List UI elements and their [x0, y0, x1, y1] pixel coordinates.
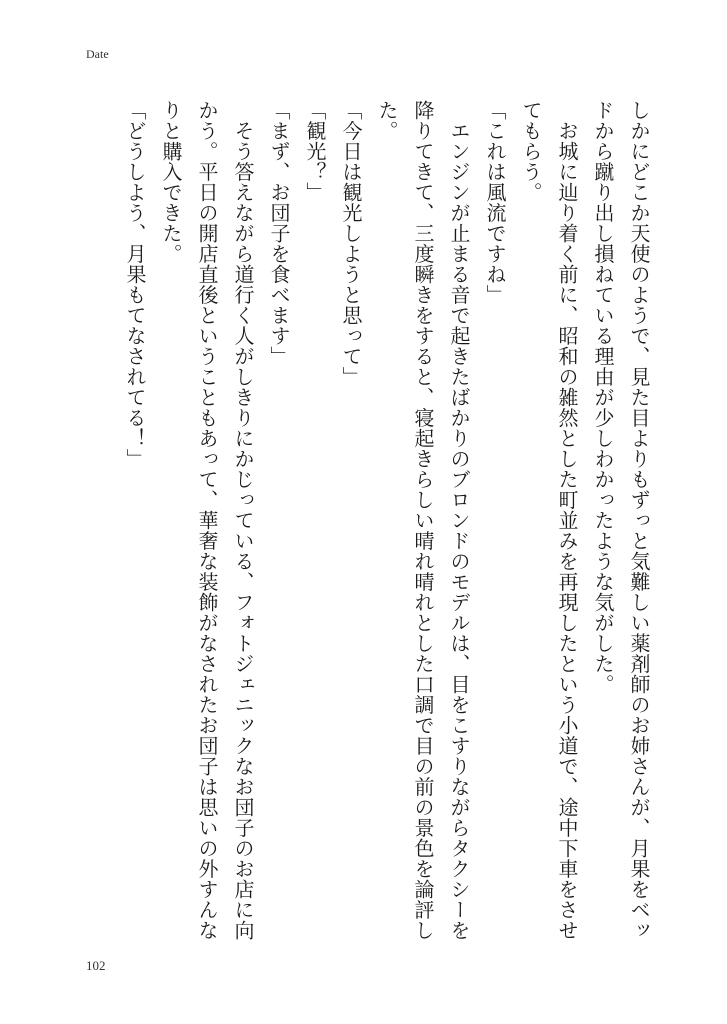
paragraph-2: お城に辿り着く前に、昭和の雑然とした町並みを再現したという小道で、途中下車をさせてもらう。 — [519, 100, 579, 941]
running-header: Date — [86, 47, 109, 61]
paragraph-9: 「どうしよう、月果もてなされてる！」 — [123, 100, 147, 469]
paragraph-4: エンジンが止まる音で起きたばかりのブロンドのモデルは、目をこすりながらタクシーを降りてきて、三度瞬きをすると、寝起きらしい晴れ晴れとした口調で目の前の景色を論評した。 — [375, 100, 471, 941]
paragraph-3: 「これは風流ですね」 — [483, 100, 507, 305]
paragraph-1: しかにどこか天使のようで、見た目よりもずっと気難しい薬剤師のお姉さんが、月果をベッドから蹴り出し損ねている理由が少しわかったような気がした。 — [591, 100, 651, 941]
paragraph-6: 「観光？」 — [303, 100, 327, 203]
paragraph-5: 「今日は観光しようと思って」 — [339, 100, 363, 387]
page-number: 102 — [86, 958, 106, 973]
vertical-body-text — [117, 100, 657, 950]
paragraph-7: 「まず、お団子を食べます」 — [267, 100, 291, 367]
paragraph-8: そう答えながら道行く人がしきりにかじっている、フォトジェニックなお団子のお店に向かう。平日の開店直後ということもあって、華奢な装飾がなされたお団子は思いの外すんなりと購入できた。 — [159, 100, 255, 941]
